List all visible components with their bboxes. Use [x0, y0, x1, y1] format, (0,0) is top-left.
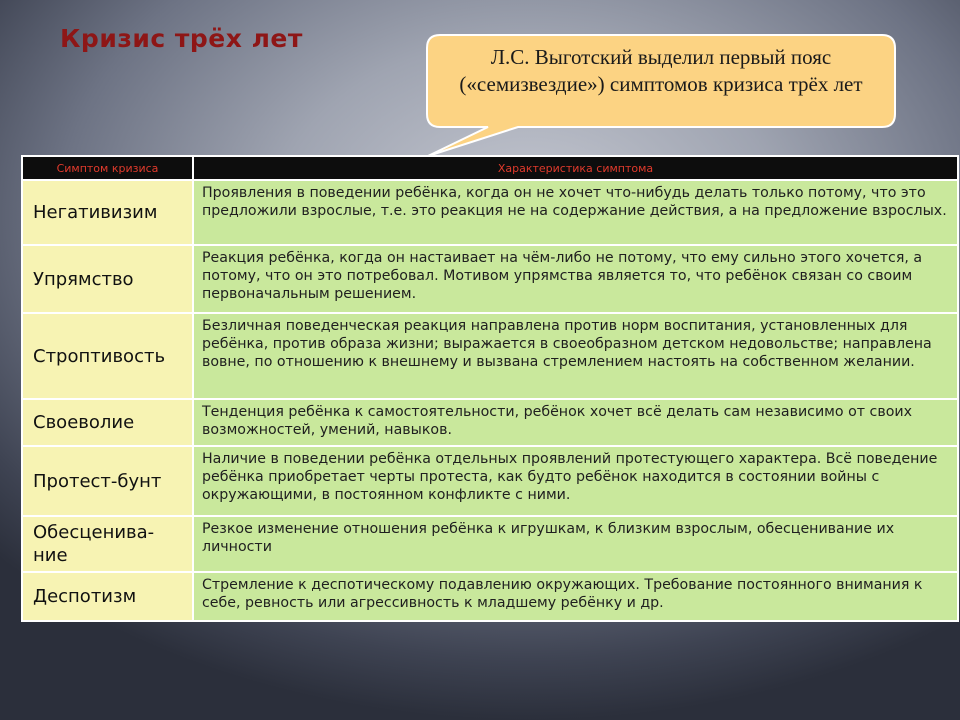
description-cell: Наличие в поведении ребёнка отдельных проявлений протестующего характера. Всё поведение ребёнка приобретает черты протеста, как будто ребёнок находится в состоянии войны с окружающими, в постоянном конфликте с ними. [193, 446, 958, 516]
symptom-cell: Негативизим [22, 180, 193, 245]
callout-bubble [426, 34, 896, 128]
callout-text: Л.С. Выготский выделил первый пояс («семизвездие») симптомов кризиса трёх лет [459, 45, 863, 96]
header-symptom: Симптом кризиса [22, 156, 193, 180]
table-row [22, 516, 958, 572]
description-cell: Резкое изменение отношения ребёнка к игрушкам, к близким взрослым, обесценивание их личности [193, 516, 958, 572]
description-cell: Проявления в поведении ребёнка, когда он не хочет что-нибудь делать только потому, что это предложили взрослые, т.е. это реакция не на содержание действия, а на предложение взрослых. [193, 180, 958, 245]
table-row [22, 572, 958, 621]
table-row [22, 399, 958, 446]
symptom-cell: Упрямство [22, 245, 193, 313]
description-cell: Безличная поведенческая реакция направлена против норм воспитания, установленных для ребёнка, против образа жизни; выражается в своеобразном детском недовольстве; направлена вовне, по отношению к внешнему и вызвана стремлением настоять на собственном желании. [193, 313, 958, 399]
symptom-cell: Деспотизм [22, 572, 193, 621]
description-cell: Тенденция ребёнка к самостоятельности, ребёнок хочет всё делать сам независимо от своих возможностей, умений, навыков. [193, 399, 958, 446]
symptom-cell: Своеволие [22, 399, 193, 446]
table-row [22, 446, 958, 516]
symptom-cell: Протест-бунт [22, 446, 193, 516]
description-cell: Стремление к деспотическому подавлению окружающих. Требование постоянного внимания к себе, ревность или агрессивность к младшему ребёнку и др. [193, 572, 958, 621]
symptom-cell: Обесценива-ние [22, 516, 193, 572]
table-row [22, 245, 958, 313]
symptom-cell: Строптивость [22, 313, 193, 399]
header-description: Характеристика симптома [193, 156, 958, 180]
symptom-table [21, 155, 959, 622]
table-header-row [22, 156, 958, 180]
table-row [22, 180, 958, 245]
description-cell: Реакция ребёнка, когда он настаивает на чём-либо не потому, что ему сильно этого хочется, а потому, что он это потребовал. Мотивом упрямства является то, что ребёнок связан со своим первоначальным решением. [193, 245, 958, 313]
slide-title: Кризис трёх лет [60, 24, 303, 53]
table-row [22, 313, 958, 399]
